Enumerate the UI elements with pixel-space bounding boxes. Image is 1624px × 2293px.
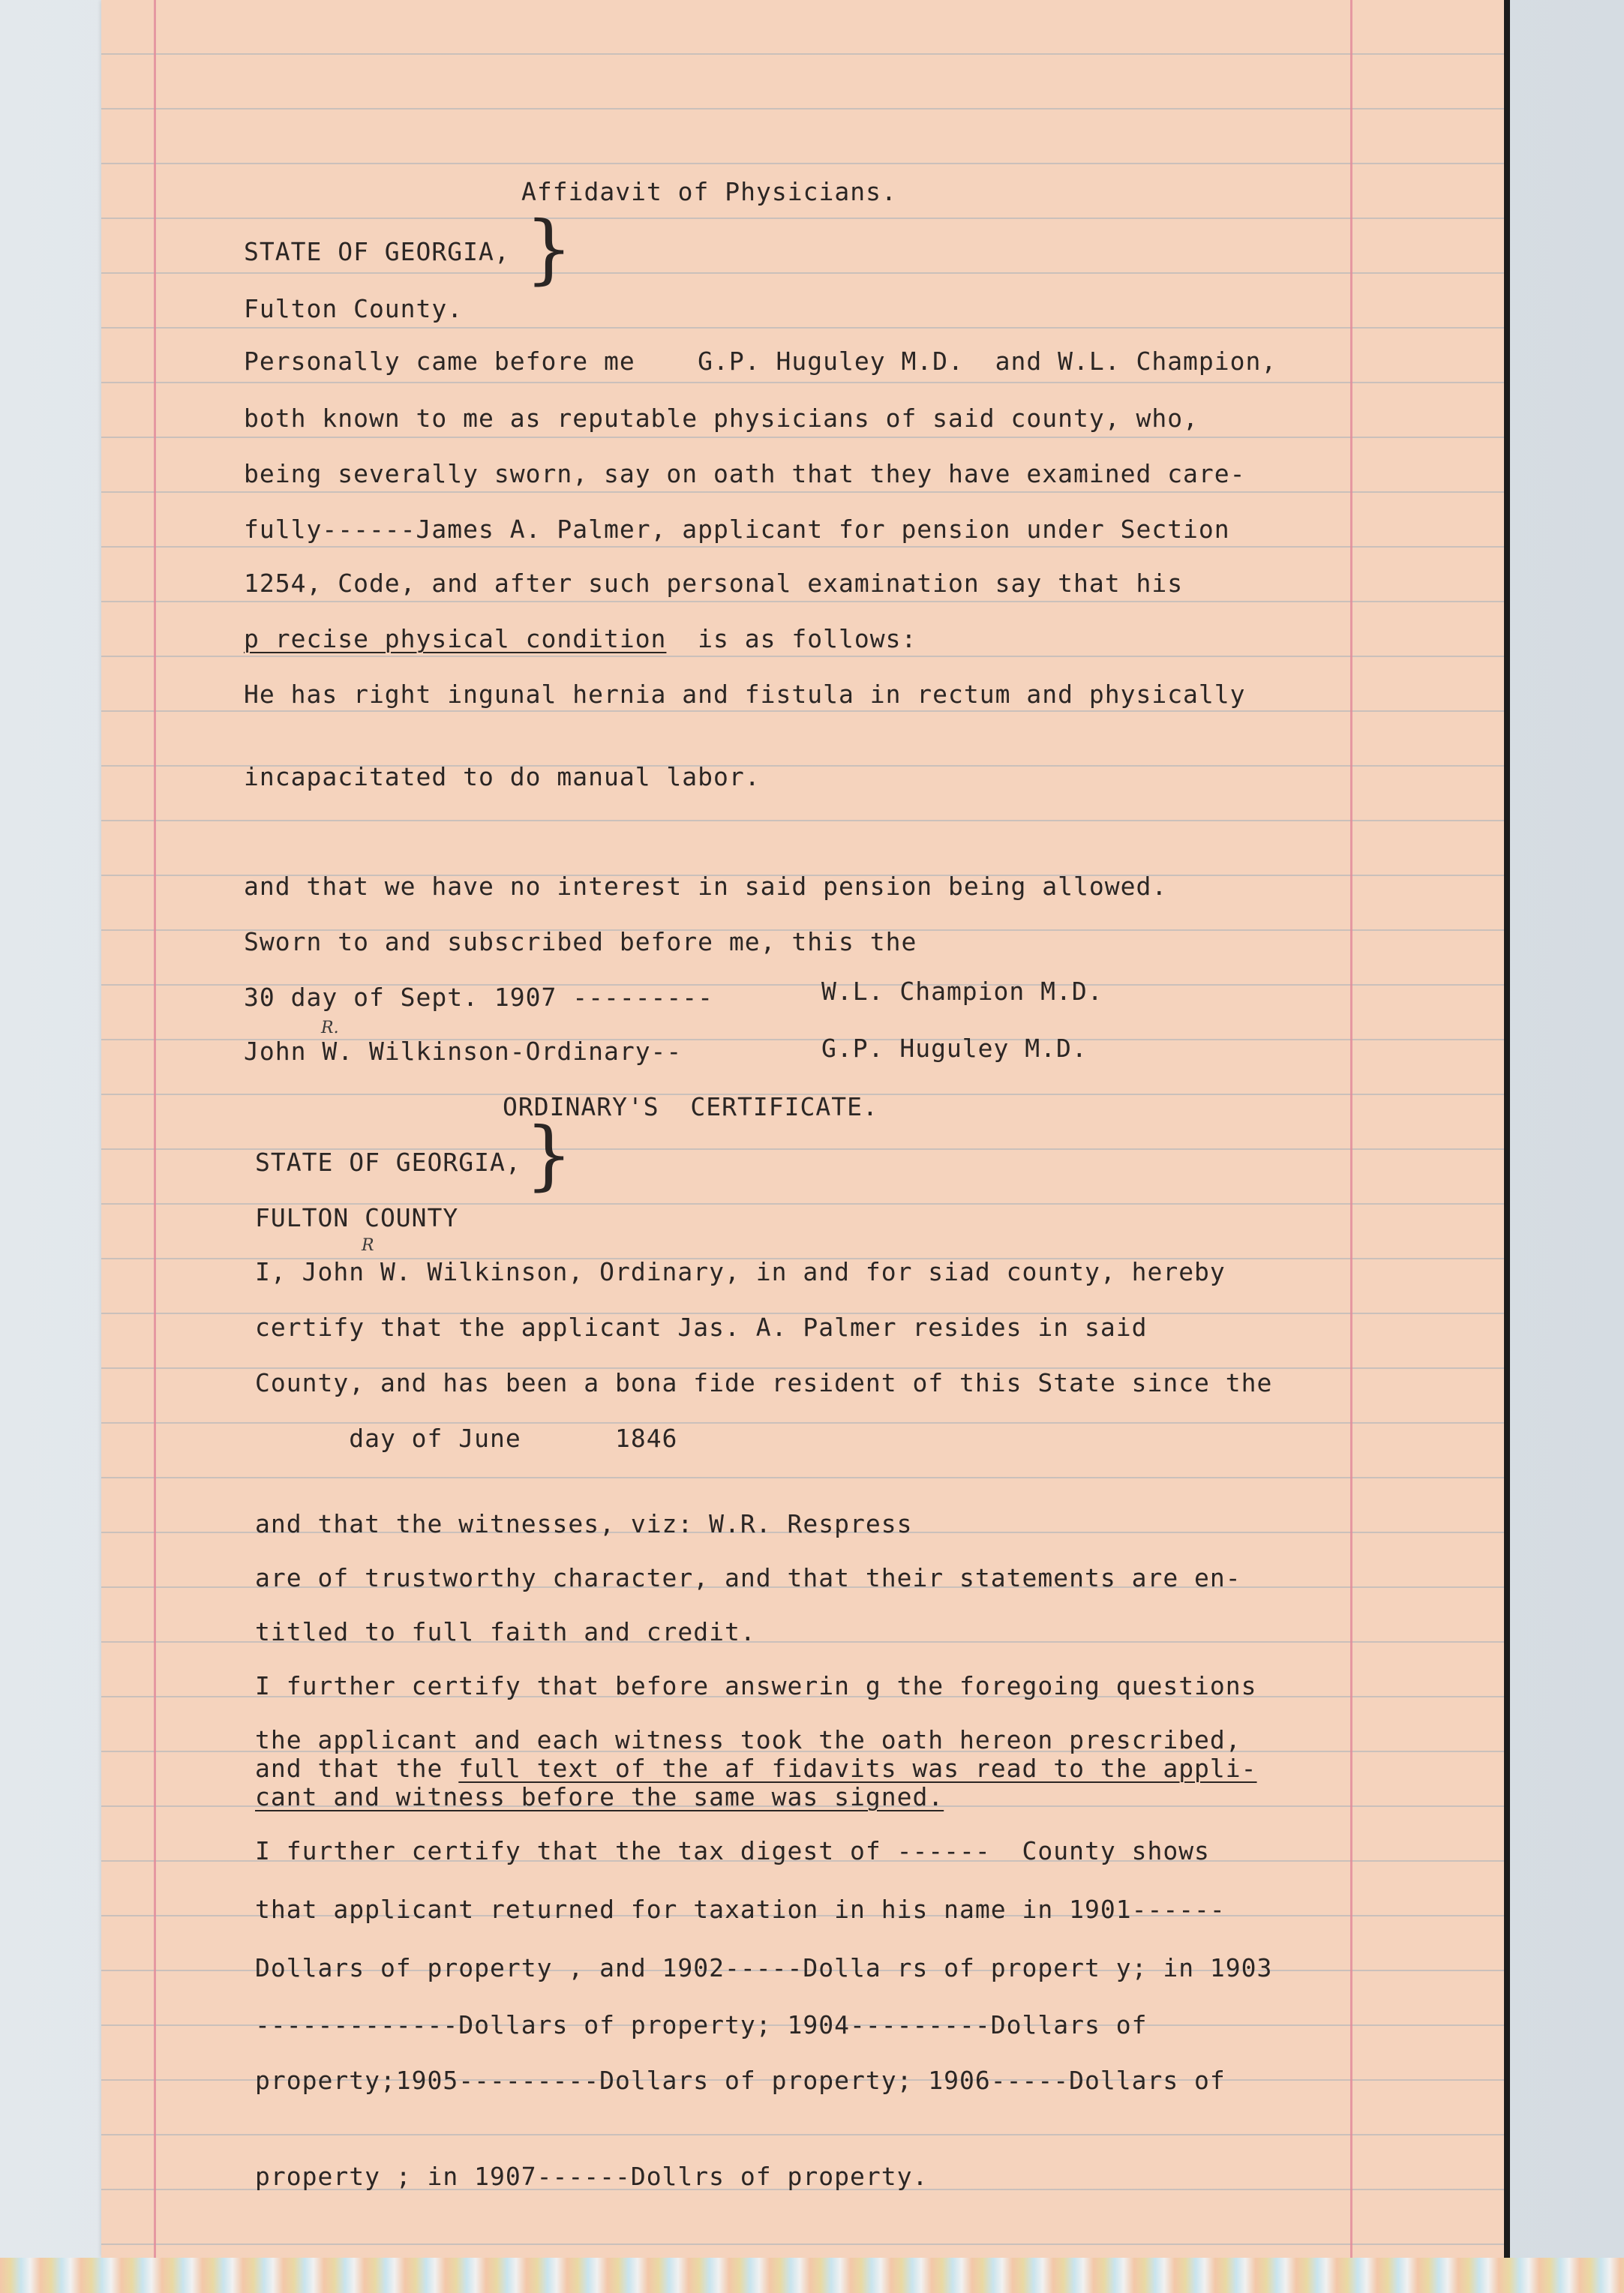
affidavit-line-3: being severally sworn, say on oath that they have examined care- (244, 459, 1246, 488)
tax-line-1: I further certify that the tax digest of ------ County shows (255, 1836, 1210, 1865)
affidavit-state-line: STATE OF GEORGIA, (244, 237, 510, 266)
tax-line-2: that applicant returned for taxation in his name in 1901------ (255, 1895, 1226, 1924)
certificate-line-2: certify that the applicant Jas. A. Palmer resides in said (255, 1313, 1148, 1342)
witness-line-2: are of trustworthy character, and that their statements are en- (255, 1563, 1241, 1592)
left-margin-rule (154, 0, 156, 2258)
certificate-line-1: I, John W. Wilkinson, Ordinary, in and for siad county, hereby (255, 1257, 1226, 1286)
tax-line-4: -------------Dollars of property; 1904---------Dollars of (255, 2010, 1148, 2039)
physician-signature-2: G.P. Huguley M.D. (821, 1034, 1088, 1063)
affidavit-line-4: fully------James A. Palmer, applicant for pension under Section (244, 515, 1230, 544)
physician-signature-1: W.L. Champion M.D. (821, 977, 1103, 1006)
scanner-artifact-strip (0, 2258, 1624, 2293)
underline-line-1 (255, 1754, 1257, 1784)
affidavit-title: Affidavit of Physicians. (521, 177, 897, 206)
witness-line-3: titled to full faith and credit. (255, 1617, 756, 1646)
page-edge-shadow (1504, 0, 1510, 2258)
witness-line-1: and that the witnesses, viz: W.R. Respress (255, 1509, 913, 1538)
certificate-line-4: day of June 1846 (255, 1424, 678, 1453)
tax-line-3: Dollars of property , and 1902-----Dolla rs of propert y; in 1903 (255, 1953, 1273, 1982)
underline-prefix: and that the (255, 1754, 459, 1783)
affidavit-brace: } (525, 205, 573, 293)
interest-line: and that we have no interest in said pension being allowed. (244, 872, 1168, 901)
certificate-state-line: STATE OF GEORGIA, (255, 1148, 521, 1177)
condition-suffix: is as follows: (666, 624, 917, 653)
date-line: 30 day of Sept. 1907 --------- (244, 983, 714, 1012)
affidavit-line-1: Personally came before me G.P. Huguley M.D. and W.L. Champion, (244, 347, 1277, 376)
affidavit-line-5: 1254, Code, and after such personal examination say that his (244, 569, 1184, 598)
certificate-line-3: County, and has been a bona fide resident of this State since the (255, 1368, 1273, 1397)
underline-text-1: full text of the af fidavits was read to the appli- (458, 1754, 1257, 1783)
sworn-line: Sworn to and subscribed before me, this the (244, 927, 917, 956)
tax-line-6: property ; in 1907------Dollrs of property. (255, 2162, 929, 2191)
witness-line-5: the applicant and each witness took the oath hereon prescribed, (255, 1725, 1241, 1754)
affidavit-line-2: both known to me as reputable physicians of said county, who, (244, 404, 1199, 433)
underline-line-2: cant and witness before the same was signed. (255, 1782, 944, 1811)
affidavit-county-line: Fulton County. (244, 294, 464, 323)
right-margin-rule (1350, 0, 1352, 2258)
certificate-county-line: FULTON COUNTY (255, 1203, 459, 1232)
condition-heading (244, 624, 917, 654)
correction-mark-2: R (362, 1236, 374, 1255)
tax-line-5: property;1905---------Dollars of property; 1906-----Dollars of (255, 2066, 1226, 2095)
certificate-title: ORDINARY'S CERTIFICATE. (503, 1092, 878, 1121)
certificate-brace: } (525, 1111, 573, 1199)
correction-mark-1: R. (321, 1019, 339, 1037)
ordinary-signature: John W. Wilkinson-Ordinary-- (244, 1037, 683, 1066)
condition-line-2: incapacitated to do manual labor. (244, 762, 761, 791)
witness-line-4: I further certify that before answerin g the foregoing questions (255, 1671, 1257, 1700)
condition-label: p recise physical condition (244, 624, 667, 653)
condition-line-1: He has right ingunal hernia and fistula in rectum and physically (244, 680, 1246, 709)
